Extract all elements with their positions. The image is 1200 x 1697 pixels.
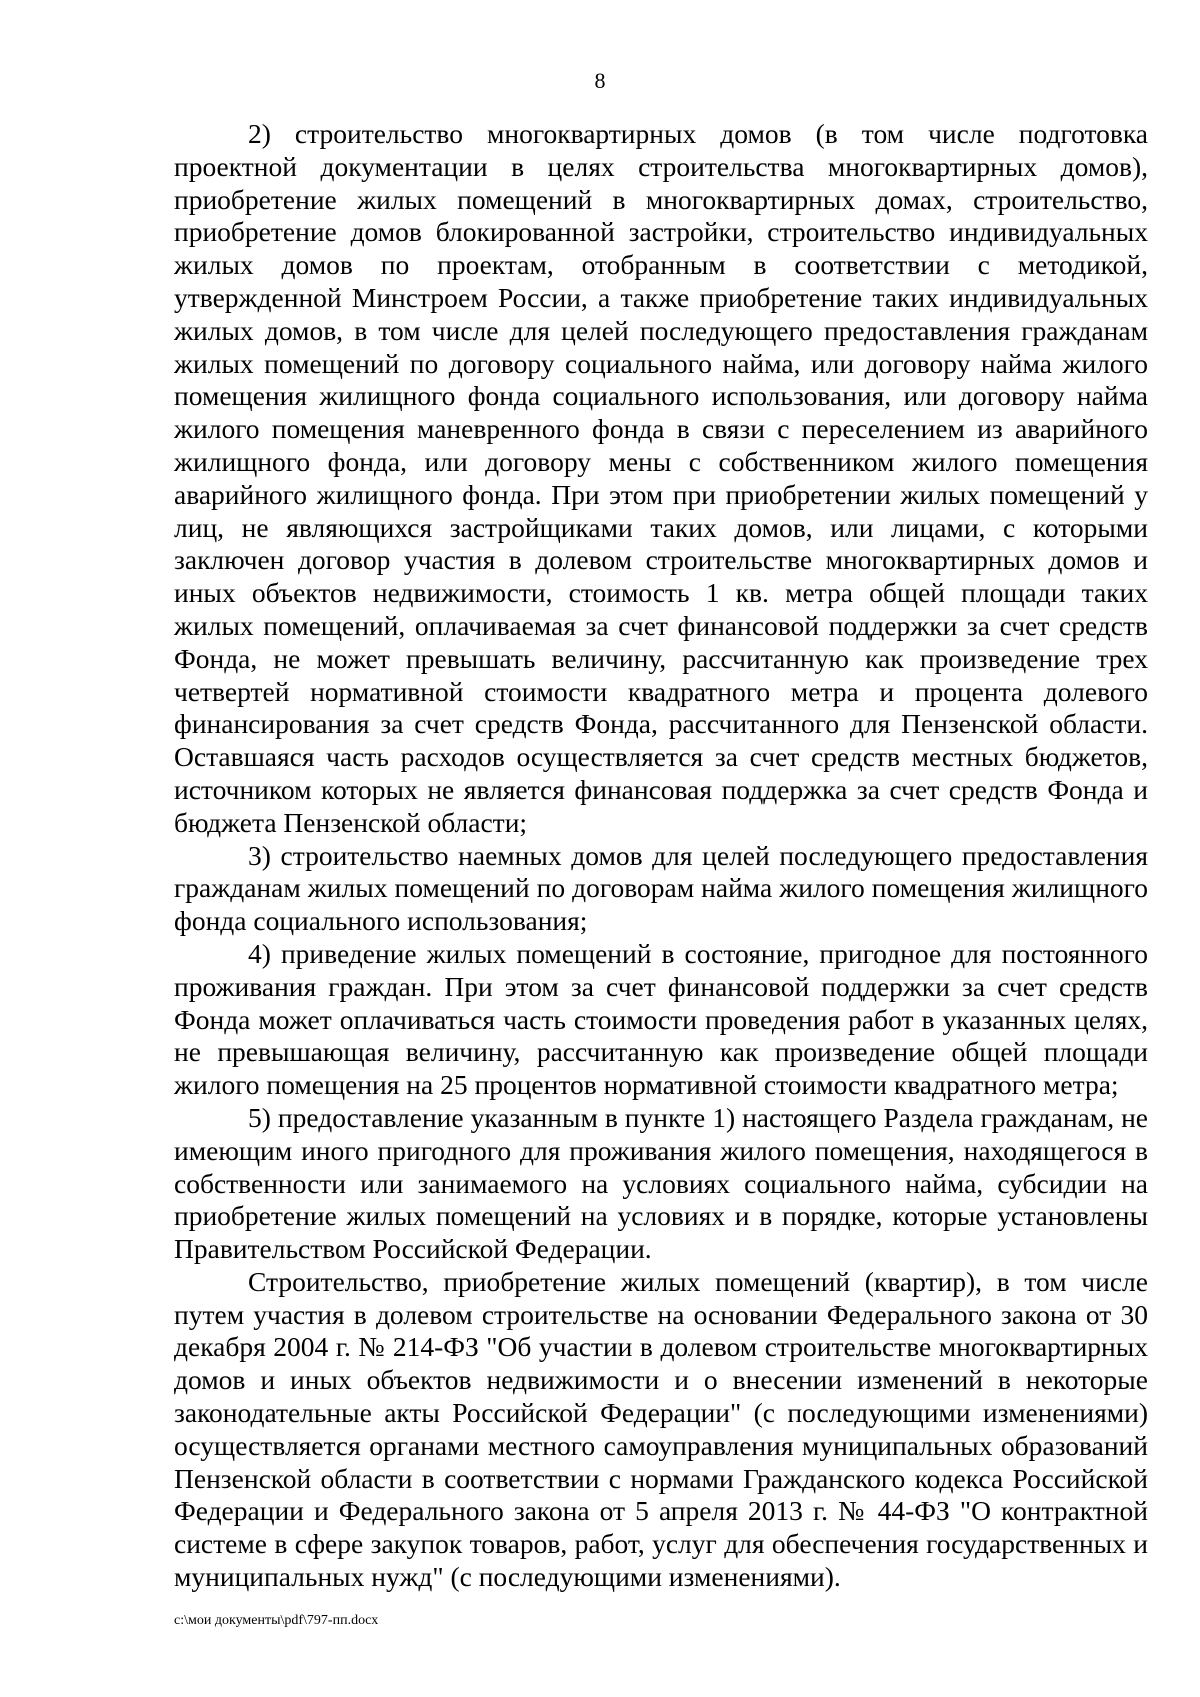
document-body <box>174 118 1148 1594</box>
paragraph-construction-procedure: Строительство, приобретение жилых помещений (квартир), в том числе путем участия в долевом строительстве на основании Федерального закона от 30 декабря 2004 г. № 214-ФЗ "Об участии в долевом строительстве многоквартирных домов и иных объектов недвижимости и о внесении изменений в некоторые законодательные акты Российской Федерации" (с последующими изменениями) осуществляется органами местного самоуправления муниципальных образований Пензенской области в соответствии с нормами Гражданского кодекса Российской Федерации и Федерального закона от 5 апреля 2013 г. № 44-ФЗ "О контрактной системе в сфере закупок товаров, работ, услуг для обеспечения государственных и муниципальных нужд" (с последующими изменениями). <box>174 1265 1148 1593</box>
footer-file-path: c:\мои документы\pdf\797-пп.docx <box>174 1613 379 1628</box>
paragraph-item-4: 4) приведение жилых помещений в состояние, пригодное для постоянного проживания граждан. При этом за счет финансовой поддержки за счет средств Фонда может оплачиваться часть стоимости проведения работ в указанных целях, не превышающая величину, рассчитанную как произведение общей площади жилого помещения на 25 процентов нормативной стоимости квадратного метра; <box>174 937 1148 1101</box>
paragraph-item-3: 3) строительство наемных домов для целей последующего предоставления гражданам жилых помещений по договорам найма жилого помещения жилищного фонда социального использования; <box>174 839 1148 937</box>
paragraph-item-2: 2) строительство многоквартирных домов (в том числе подготовка проектной документации в целях строительства многоквартирных домов), приобретение жилых помещений в многоквартирных домах, строительство, приобретение домов блокированной застройки, строительство индивидуальных жилых домов по проектам, отобранным в соответствии с методикой, утвержденной Минстроем России, а также приобретение таких индивидуальных жилых домов, в том числе для целей последующего предоставления гражданам жилых помещений по договору социального найма, или договору найма жилого помещения жилищного фонда социального использования, или договору найма жилого помещения маневренного фонда в связи с переселением из аварийного жилищного фонда, или договору мены с собственником жилого помещения аварийного жилищного фонда. При этом при приобретении жилых помещений у лиц, не являющихся застройщиками таких домов, или лицами, с которыми заключен договор участия в долевом строительстве многоквартирных домов и иных объектов недвижимости, стоимость 1 кв. метра общей площади таких жилых помещений, оплачиваемая за счет финансовой поддержки за счет средств Фонда, не может превышать величину, рассчитанную как произведение трех четвертей нормативной стоимости квадратного метра и процента долевого финансирования за счет средств Фонда, рассчитанного для Пензенской области. Оставшаяся часть расходов осуществляется за счет средств местных бюджетов, источником которых не является финансовая поддержка за счет средств Фонда и бюджета Пензенской области; <box>174 118 1148 838</box>
paragraph-item-5: 5) предоставление указанным в пункте 1) настоящего Раздела гражданам, не имеющим иного пригодного для проживания жилого помещения, находящегося в собственности или занимаемого на условиях социального найма, субсидии на приобретение жилых помещений на условиях и в порядке, которые установлены Правительством Российской Федерации. <box>174 1101 1148 1265</box>
page-number: 8 <box>594 68 606 93</box>
